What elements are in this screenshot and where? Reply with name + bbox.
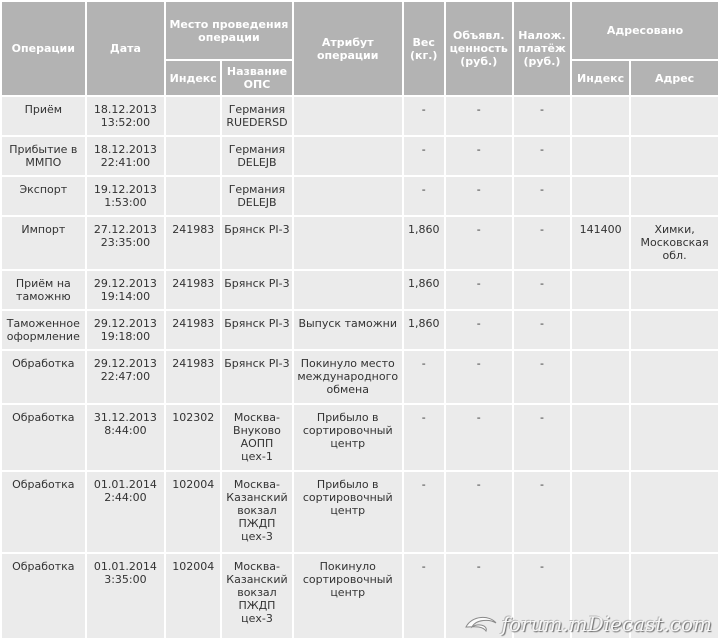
cell-cod: -: [514, 472, 570, 552]
table-row: [2, 311, 718, 349]
cell-date: 18.12.2013 13:52:00: [87, 97, 165, 135]
cell-weight: -: [404, 177, 444, 215]
cell-operation: Обработка: [2, 554, 85, 638]
cell-attribute: [294, 271, 402, 309]
cell-operation: Приём на таможню: [2, 271, 85, 309]
cell-cod: -: [514, 97, 570, 135]
table-row: [2, 217, 718, 269]
cell-weight: -: [404, 554, 444, 638]
cell-cod: -: [514, 137, 570, 175]
table-row: [2, 472, 718, 552]
cell-date: 29.12.2013 22:47:00: [87, 351, 165, 403]
cell-declared-value: -: [446, 472, 512, 552]
cell-weight: 1,860: [404, 217, 444, 269]
cell-operation: Обработка: [2, 351, 85, 403]
cell-addr-address: [631, 351, 718, 403]
header-addr-address: Адрес: [631, 61, 718, 95]
cell-operation: Экспорт: [2, 177, 85, 215]
cell-addr-index: [572, 472, 629, 552]
cell-operation: Таможенное оформление: [2, 311, 85, 349]
cell-operation: Обработка: [2, 472, 85, 552]
cell-operation: Импорт: [2, 217, 85, 269]
cell-declared-value: -: [446, 405, 512, 470]
cell-date: 01.01.2014 3:35:00: [87, 554, 165, 638]
cell-index: [166, 177, 220, 215]
cell-ops-name: Германия RUEDERSD: [222, 97, 291, 135]
header-place: Место проведения операции: [166, 2, 291, 59]
watermark-text: forum.mDiecast.com: [501, 612, 712, 636]
cell-date: 27.12.2013 23:35:00: [87, 217, 165, 269]
cell-index: 102004: [166, 554, 220, 638]
cell-addr-address: Химки, Московская обл.: [631, 217, 718, 269]
cell-date: 29.12.2013 19:18:00: [87, 311, 165, 349]
cell-index: 102302: [166, 405, 220, 470]
table-row: [2, 97, 718, 135]
cell-index: [166, 97, 220, 135]
cell-attribute: [294, 217, 402, 269]
cell-ops-name: Москва-Казанский вокзал ПЖДП цех-3: [222, 472, 291, 552]
cell-declared-value: -: [446, 271, 512, 309]
cell-ops-name: Германия DELEJB: [222, 137, 291, 175]
cell-attribute: [294, 177, 402, 215]
cell-weight: -: [404, 137, 444, 175]
cell-attribute: Покинуло место международного обмена: [294, 351, 402, 403]
cell-addr-index: [572, 554, 629, 638]
cell-attribute: Прибыло в сортировочный центр: [294, 405, 402, 470]
cell-addr-index: [572, 97, 629, 135]
header-addressed: Адресовано: [572, 2, 718, 59]
cell-weight: -: [404, 472, 444, 552]
cell-ops-name: Брянск PI-3: [222, 351, 291, 403]
cell-attribute: [294, 97, 402, 135]
cell-operation: Прибытие в ММПО: [2, 137, 85, 175]
header-place-name: Название ОПС: [222, 61, 291, 95]
cell-addr-address: [631, 405, 718, 470]
cell-attribute: Выпуск таможни: [294, 311, 402, 349]
table-row: [2, 271, 718, 309]
header-weight: Вес (кг.): [404, 2, 444, 95]
cell-weight: -: [404, 97, 444, 135]
cell-weight: 1,860: [404, 271, 444, 309]
cell-index: 241983: [166, 217, 220, 269]
cell-ops-name: Брянск PI-3: [222, 217, 291, 269]
cell-date: 18.12.2013 22:41:00: [87, 137, 165, 175]
cell-addr-index: [572, 177, 629, 215]
cell-attribute: [294, 137, 402, 175]
header-cod: Налож. платёж (руб.): [514, 2, 570, 95]
table-row: [2, 137, 718, 175]
cell-attribute: Прибыло в сортировочный центр: [294, 472, 402, 552]
cell-addr-index: [572, 311, 629, 349]
cell-addr-address: [631, 554, 718, 638]
cell-ops-name: Германия DELEJB: [222, 177, 291, 215]
cell-addr-index: 141400: [572, 217, 629, 269]
cell-weight: -: [404, 351, 444, 403]
cell-addr-address: [631, 97, 718, 135]
cell-addr-index: [572, 351, 629, 403]
cell-index: 102004: [166, 472, 220, 552]
cell-addr-address: [631, 137, 718, 175]
cell-operation: Приём: [2, 97, 85, 135]
cell-addr-index: [572, 271, 629, 309]
cell-cod: -: [514, 271, 570, 309]
cell-ops-name: Брянск PI-3: [222, 311, 291, 349]
cell-declared-value: -: [446, 97, 512, 135]
cell-declared-value: -: [446, 177, 512, 215]
cell-weight: -: [404, 405, 444, 470]
cell-declared-value: -: [446, 217, 512, 269]
cell-index: 241983: [166, 271, 220, 309]
cell-addr-address: [631, 472, 718, 552]
cell-cod: -: [514, 177, 570, 215]
cell-addr-address: [631, 177, 718, 215]
cell-declared-value: -: [446, 137, 512, 175]
cell-operation: Обработка: [2, 405, 85, 470]
cell-ops-name: Москва-Казанский вокзал ПЖДП цех-3: [222, 554, 291, 638]
header-declared-value: Объявл. ценность (руб.): [446, 2, 512, 95]
cell-attribute: Покинуло сортировочный центр: [294, 554, 402, 638]
cell-cod: -: [514, 217, 570, 269]
cell-weight: 1,860: [404, 311, 444, 349]
cell-addr-address: [631, 311, 718, 349]
cell-cod: -: [514, 405, 570, 470]
header-operation: Операции: [2, 2, 85, 95]
table-row: [2, 177, 718, 215]
cell-addr-address: [631, 271, 718, 309]
cell-addr-index: [572, 137, 629, 175]
cell-ops-name: Брянск PI-3: [222, 271, 291, 309]
cell-date: 01.01.2014 2:44:00: [87, 472, 165, 552]
cell-index: [166, 137, 220, 175]
cell-declared-value: -: [446, 311, 512, 349]
table-row: [2, 554, 718, 638]
table-row: [2, 405, 718, 470]
table-row: [2, 351, 718, 403]
header-place-index: Индекс: [166, 61, 220, 95]
cell-date: 29.12.2013 19:14:00: [87, 271, 165, 309]
cell-cod: -: [514, 554, 570, 638]
cell-cod: -: [514, 351, 570, 403]
cell-index: 241983: [166, 311, 220, 349]
cell-index: 241983: [166, 351, 220, 403]
header-addr-index: Индекс: [572, 61, 629, 95]
cell-addr-index: [572, 405, 629, 470]
header-date: Дата: [87, 2, 165, 95]
cell-ops-name: Москва-Внуково АОПП цех-1: [222, 405, 291, 470]
cell-date: 31.12.2013 8:44:00: [87, 405, 165, 470]
cell-cod: -: [514, 311, 570, 349]
cell-date: 19.12.2013 1:53:00: [87, 177, 165, 215]
cell-declared-value: -: [446, 554, 512, 638]
cell-declared-value: -: [446, 351, 512, 403]
header-attribute: Атрибут операции: [294, 2, 402, 95]
